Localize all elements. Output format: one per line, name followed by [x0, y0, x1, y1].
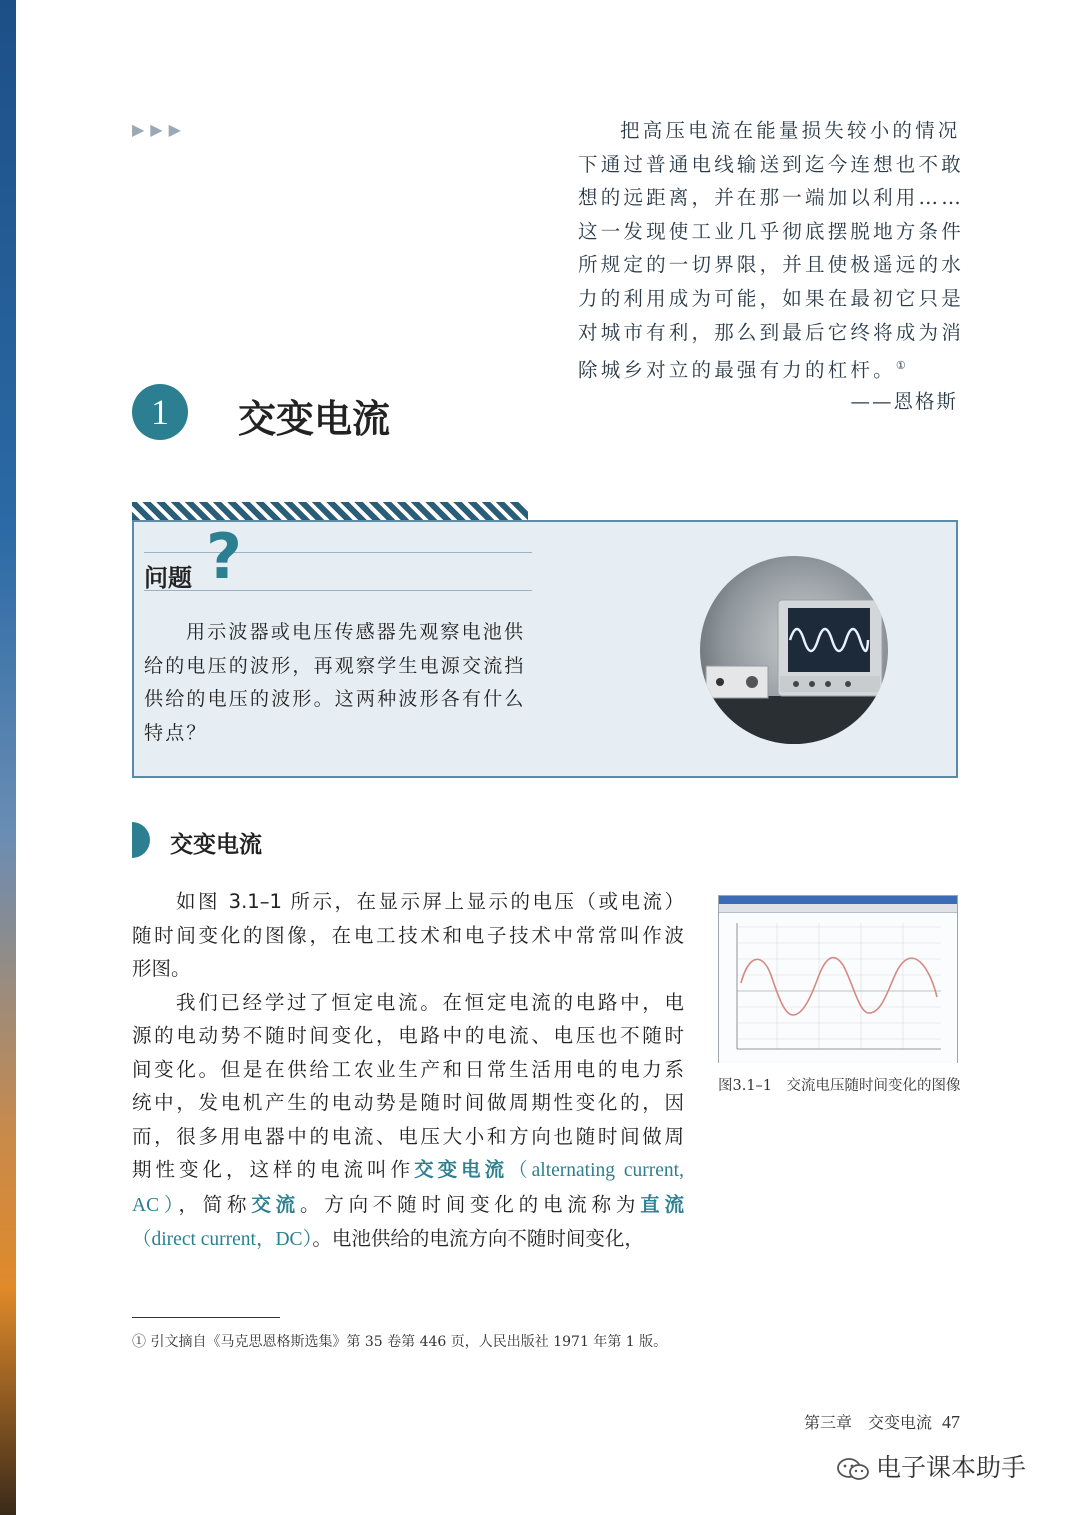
quote-line: 所规定的一切界限，并且使极遥远的水 [578, 253, 964, 277]
question-line: 供给的电压的波形。这两种波形各有什么 [144, 688, 526, 710]
page-footer [804, 1410, 960, 1433]
question-line: 特点？ [144, 721, 208, 744]
body-text-span: 。方向不随时间变化的电流称为 [299, 1192, 641, 1216]
divider [144, 552, 532, 553]
quote-line: 把高压电流在能量损失较小的情况 [620, 119, 961, 142]
body-line [132, 1188, 684, 1223]
body-line: 而，很多用电器中的电流、电压大小和方向也随时间做周 [132, 1124, 684, 1148]
figure-caption: 图3.1–1 交流电压随时间变化的图像 [718, 1078, 961, 1094]
body-text-span: 。电池供给的电流方向不随时间变化， [312, 1227, 644, 1250]
question-mark-icon: ? [206, 520, 242, 593]
body-line [132, 1153, 684, 1188]
page-number: 47 [942, 1412, 960, 1432]
subsection-marker [132, 822, 150, 858]
term-alternating-current: 交变电流 [414, 1158, 509, 1181]
body-line: 形图。 [132, 957, 191, 980]
term-english: （alternating current, [508, 1160, 684, 1181]
quote-last-text: 除城乡对立的最强有力的杠杆。 [578, 358, 896, 382]
quote-line: 想的远距离，并在那一端加以利用…… [578, 186, 964, 210]
question-label: 问题 [144, 564, 192, 592]
body-line: 统中，发电机产生的电动势是随时间做周期性变化的，因 [132, 1091, 684, 1114]
body-line [132, 1222, 684, 1257]
body-text-span: 期性变化，这样的电流叫作 [132, 1158, 415, 1181]
quote-line: 这一发现使工业几乎彻底摆脱地方条件 [578, 219, 964, 243]
term-english: AC） [132, 1194, 179, 1216]
body-line: 源的电动势不随时间变化，电路中的电流、电压也不随时 [132, 1024, 684, 1047]
term-ac-short: 交流 [251, 1192, 300, 1216]
waveform-screenshot-figure [718, 895, 958, 1063]
footnote: ① 引文摘自《马克思恩格斯选集》第 35 卷第 446 页，人民出版社 1971 年第 1 版。 [132, 1334, 668, 1350]
body-text [132, 885, 684, 1257]
term-english: （direct current，DC） [132, 1229, 313, 1250]
quote-line [578, 349, 958, 387]
oscilloscope-photo [700, 556, 888, 744]
question-line: 给的电压的波形，再观察学生电源交流挡 [144, 654, 526, 677]
window-menubar [719, 904, 957, 913]
chapter-label: 第三章 交变电流 [803, 1413, 932, 1432]
question-line: 用示波器或电压传感器先观察电池供 [186, 621, 526, 643]
divider [144, 590, 532, 591]
quote-author: ——恩格斯 [850, 390, 958, 413]
section-number-badge: 1 [132, 384, 188, 440]
quote-line: 对城市有利，那么到最后它终将成为消 [578, 320, 964, 344]
question-box-tab-pattern [132, 502, 528, 522]
watermark [836, 1448, 1026, 1484]
quote-line: 力的利用成为可能，如果在最初它只是 [578, 286, 964, 310]
section-title: 交变电流 [238, 397, 391, 441]
window-titlebar [719, 896, 957, 904]
subsection-title: 交变电流 [170, 832, 262, 858]
watermark-text: 电子课本助手 [876, 1453, 1027, 1482]
body-line: 如图 3.1–1 所示，在显示屏上显示的电压（或电流） [176, 890, 684, 913]
body-line: 我们已经学过了恒定电流。在恒定电流的电路中，电 [176, 990, 684, 1014]
body-text-span: ，简称 [178, 1192, 252, 1216]
body-line: 间变化。但是在供给工农业生产和日常生活用电的电力系 [132, 1057, 684, 1081]
wechat-icon [836, 1457, 870, 1481]
footnote-divider [132, 1317, 280, 1318]
footnote-marker: ① [895, 359, 906, 373]
quote-line: 下通过普通电线输送到迄今连想也不敢 [578, 152, 964, 176]
term-direct-current: 直流 [640, 1192, 684, 1216]
question-text [144, 616, 540, 750]
body-line: 随时间变化的图像，在电工技术和电子技术中常常叫作波 [132, 923, 684, 947]
decorative-side-strip [0, 0, 16, 1515]
epigraph-quote [578, 114, 964, 387]
arrow-icons: ▶▶▶ [132, 120, 187, 139]
